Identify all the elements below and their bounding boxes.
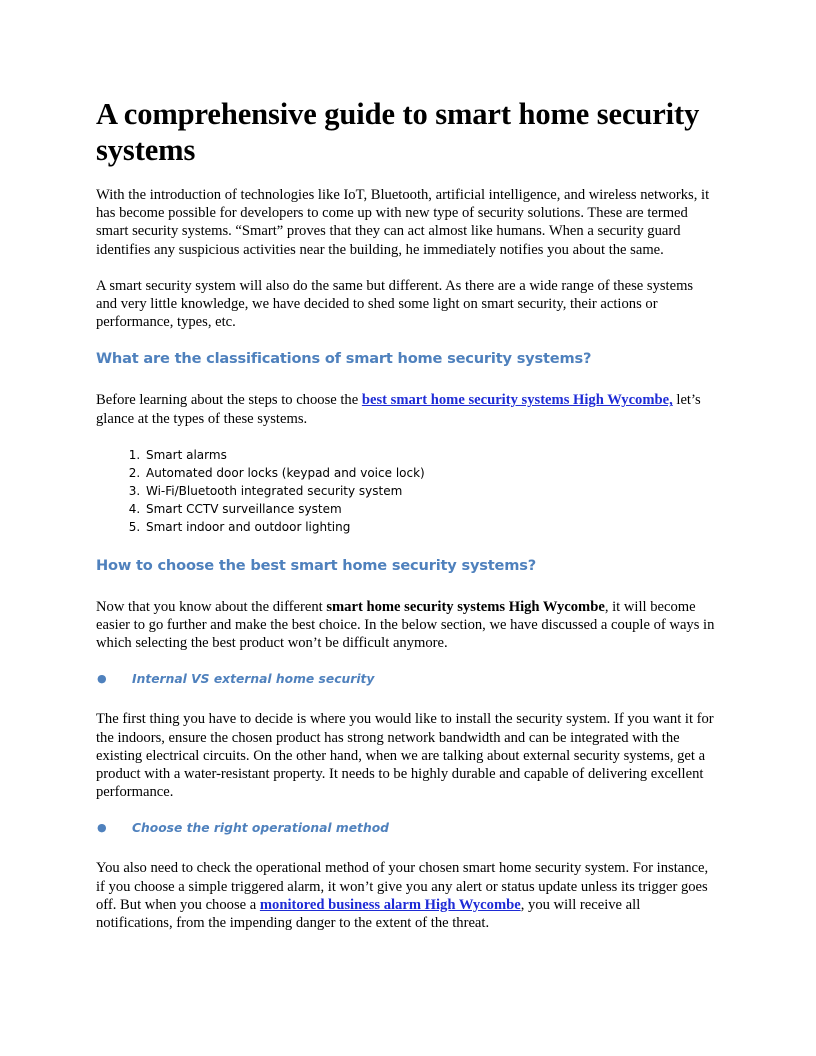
list-item: 5. Smart indoor and outdoor lighting	[144, 518, 716, 536]
bullet-dot-icon: ●	[97, 672, 107, 686]
monitored-alarm-link[interactable]: monitored business alarm High Wycombe	[259, 896, 521, 913]
document-page	[96, 96, 716, 950]
section-heading-choose: How to choose the best smart home security systems?	[96, 556, 536, 574]
choose-text-after: , it will become easier to go further and make the best choice. In the below section, we have discussed a couple of ways in which selecting the best product won’t be difficult anymore.	[96, 598, 715, 652]
section-heading-classifications: What are the classifications of smart home security systems?	[96, 350, 592, 368]
bullet-label: Choose the right operational method	[132, 821, 389, 836]
page-title: A comprehensive guide to smart home security systems	[96, 97, 700, 167]
intro-paragraph-2: A smart security system will also do the same but different. As there are a wide range of these systems and very little knowledge, we have decided to shed some light on smart security, their actions or performance, types, etc.	[96, 277, 694, 331]
operational-text-before: You also need to check the operational method of your chosen smart home security system. For instance, if you choose a simple triggered alarm, it won’t give you any alert or status update unless its trigger goes off. But when you choose a	[96, 860, 709, 913]
classifications-text-after: let’s glance at the types of these systems.	[96, 392, 701, 427]
best-systems-link[interactable]: best smart home security systems High Wycombe,	[361, 392, 673, 409]
choose-text-before: Now that you know about the different	[96, 598, 327, 615]
bullet-dot-icon: ●	[97, 821, 107, 835]
operational-paragraph	[96, 859, 716, 932]
list-item: 4. Smart CCTV surveillance system	[144, 500, 716, 518]
classifications-text-before: Before learning about the steps to choose the	[96, 392, 362, 409]
intro-paragraph-1: With the introduction of technologies like IoT, Bluetooth, artificial intelligence, and wireless networks, it has become possible for developers to come up with new type of security solutions. These are termed smart security systems. “Smart” proves that they can act almost like humans. When a security guard identifies any suspicious activities near the building, he immediately notifies you about the same.	[96, 187, 710, 258]
list-item: 1. Smart alarms	[144, 446, 716, 464]
list-item: 3. Wi-Fi/Bluetooth integrated security system	[144, 482, 716, 500]
internal-external-paragraph: The first thing you have to decide is where you would like to install the security system. If you want it for the indoors, ensure the chosen product has strong network bandwidth and can be integrated with the existing electrical circuits. On the other hand, when we are talking about external security systems, get a product with a water-resistant property. It needs to be highly durable and capable of delivering excellent performance.	[96, 711, 714, 801]
choose-bold-phrase: smart home security systems High Wycombe	[326, 598, 605, 615]
bullet-label: Internal VS external home security	[132, 672, 375, 687]
classifications-paragraph	[96, 391, 716, 427]
bullet-operational-method	[96, 819, 716, 837]
choose-paragraph	[96, 598, 716, 653]
bullet-internal-external	[96, 670, 716, 688]
list-item: 2. Automated door locks (keypad and voice lock)	[144, 464, 716, 482]
system-types-list	[96, 446, 716, 536]
operational-text-after: , you will receive all notifications, from the impending danger to the extent of the threat.	[96, 896, 641, 932]
